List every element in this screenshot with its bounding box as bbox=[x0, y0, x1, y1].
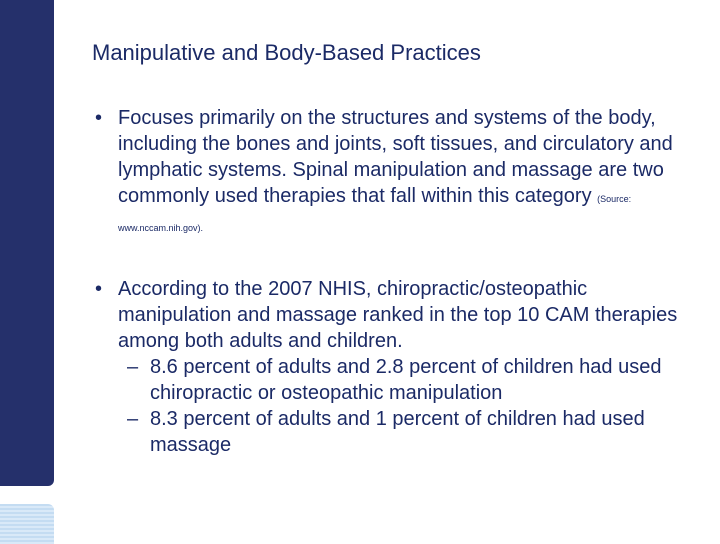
bullet-text: Focuses primarily on the structures and systems of the body, including the bones and joints, soft tissues, and circulatory and lymphatic systems. Spinal manipulation and massage are two commonly used therapies that fall within this category bbox=[118, 107, 673, 207]
striped-decoration bbox=[0, 504, 54, 544]
sub-item bbox=[127, 354, 678, 406]
bullet-marker: • bbox=[95, 107, 103, 129]
bullet-text: According to the 2007 NHIS, chiropractic/osteopathic manipulation and massage ranked in the top 10 CAM therapies among both adults and children. bbox=[118, 278, 678, 352]
sub-item-text: 8.3 percent of adults and 1 percent of children had used massage bbox=[150, 408, 645, 456]
slide-body bbox=[95, 105, 678, 458]
bullet-item bbox=[95, 276, 678, 458]
sub-item-text: 8.6 percent of adults and 2.8 percent of children had used chiropractic or osteopathic manipulation bbox=[150, 356, 662, 404]
sub-item bbox=[127, 406, 678, 458]
slide-title: Manipulative and Body-Based Practices bbox=[92, 40, 481, 65]
bullet-item bbox=[95, 105, 678, 241]
dash-marker: – bbox=[127, 356, 139, 378]
dash-marker: – bbox=[127, 408, 139, 430]
bullet-marker: • bbox=[95, 278, 103, 300]
sidebar-bar bbox=[0, 0, 54, 486]
source-citation: (Source: www.nccam.nih.gov). bbox=[118, 194, 632, 233]
